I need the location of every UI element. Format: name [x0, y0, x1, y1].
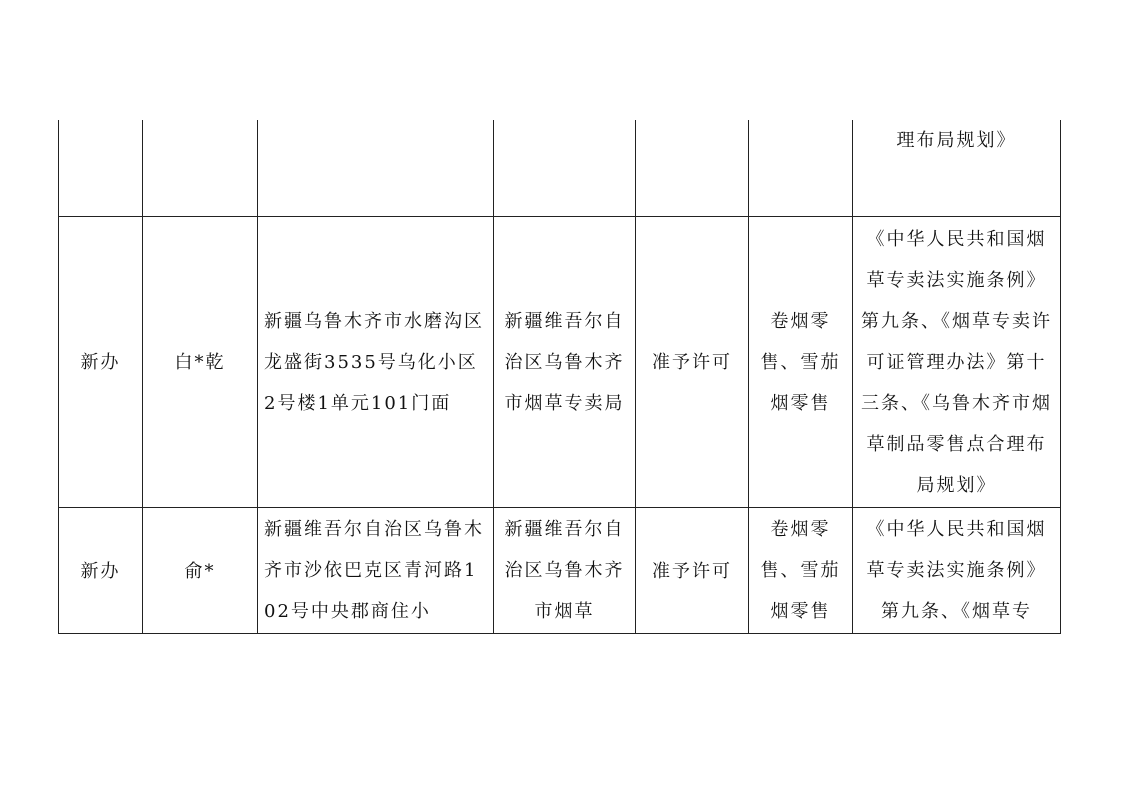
license-table: [58, 120, 1061, 634]
authority-cell: 新疆维吾尔自治区乌鲁木齐市烟草专卖局: [494, 217, 636, 508]
name-cell: 俞*: [143, 508, 258, 634]
authority-cell: 新疆维吾尔自治区乌鲁木齐市烟草: [494, 508, 636, 634]
table-row: [59, 120, 1061, 217]
scope-cell: 卷烟零售、雪茄烟零售: [749, 508, 853, 634]
name-cell: [143, 120, 258, 217]
decision-cell: [636, 120, 749, 217]
name-cell: 白*乾: [143, 217, 258, 508]
category-cell: 新办: [59, 217, 143, 508]
address-cell: [258, 120, 494, 217]
category-cell: 新办: [59, 508, 143, 634]
category-cell: [59, 120, 143, 217]
basis-cell: 《中华人民共和国烟草专卖法实施条例》第九条、《烟草专卖许可证管理办法》第十三条、《乌鲁木齐市烟草制品零售点合理布局规划》: [853, 217, 1061, 508]
decision-cell: 准予许可: [636, 508, 749, 634]
basis-cell: 理布局规划》: [853, 120, 1061, 217]
address-cell: 新疆维吾尔自治区乌鲁木齐市沙依巴克区青河路102号中央郡商住小: [258, 508, 494, 634]
table-row: [59, 508, 1061, 634]
scope-cell: [749, 120, 853, 217]
table-row: [59, 217, 1061, 508]
decision-cell: 准予许可: [636, 217, 749, 508]
authority-cell: [494, 120, 636, 217]
address-cell: 新疆乌鲁木齐市水磨沟区龙盛街3535号乌化小区2号楼1单元101门面: [258, 217, 494, 508]
basis-cell: 《中华人民共和国烟草专卖法实施条例》第九条、《烟草专: [853, 508, 1061, 634]
scope-cell: 卷烟零售、雪茄烟零售: [749, 217, 853, 508]
